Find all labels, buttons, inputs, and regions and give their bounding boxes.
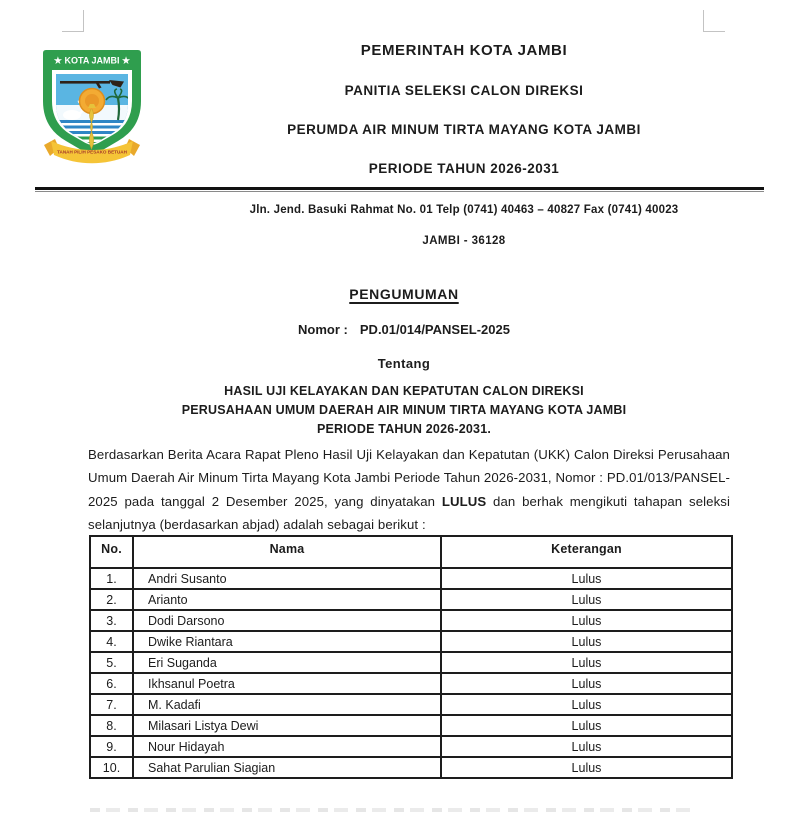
table-row <box>90 610 732 631</box>
table-row <box>90 652 732 673</box>
row-number-cell: 3. <box>90 610 133 631</box>
logo-motto-label: TANAH PILIH PESAKO BETUAH <box>57 149 127 155</box>
row-number-cell: 1. <box>90 568 133 589</box>
row-number-cell: 5. <box>90 652 133 673</box>
status-cell: Lulus <box>441 610 732 631</box>
status-cell: Lulus <box>441 715 732 736</box>
logo-banner-label: ★ KOTA JAMBI ★ <box>53 55 131 66</box>
announcement-subject <box>0 382 800 439</box>
candidate-name-cell: Arianto <box>133 589 441 610</box>
candidate-name-cell: Eri Suganda <box>133 652 441 673</box>
column-header-no: No. <box>90 536 133 568</box>
letterhead <box>136 42 792 176</box>
row-number-cell: 9. <box>90 736 133 757</box>
table-row <box>90 589 732 610</box>
announcement-about-label: Tentang <box>377 356 431 371</box>
status-cell: Lulus <box>441 736 732 757</box>
row-number-cell: 10. <box>90 757 133 778</box>
letterhead-government-title: PEMERINTAH KOTA JAMBI <box>360 42 568 59</box>
status-cell: Lulus <box>441 757 732 778</box>
candidate-name-cell: Ikhsanul Poetra <box>133 673 441 694</box>
body-text-part1: Berdasarkan Berita Acara Rapat Pleno Hasil Uji Kelayakan dan Kepatutan (UKK) Calon Direksi Perusahaan Umum Daerah Air Minum Tirta Mayang Kota Jambi Periode Tahun 2026-2031, Nomor : PD.01/013/PANSEL-2025 pada tanggal 2 Desember 2025, yang dinyatakan <box>88 447 730 509</box>
subject-line-3: PERIODE TAHUN 2026-2031. <box>316 422 492 436</box>
candidate-name-cell: Milasari Listya Dewi <box>133 715 441 736</box>
table-row <box>90 568 732 589</box>
scan-corner-mark-left <box>62 10 84 32</box>
table-row <box>90 694 732 715</box>
truncated-text-remnant <box>90 808 690 812</box>
announcement-number-value: PD.01/014/PANSEL-2025 <box>359 322 510 337</box>
table-body <box>90 568 732 778</box>
swan-figure <box>63 110 81 120</box>
announcement-number-label: Nomor : <box>298 322 348 337</box>
status-cell: Lulus <box>441 589 732 610</box>
status-cell: Lulus <box>441 631 732 652</box>
subject-line-1: HASIL UJI KELAYAKAN DAN KEPATUTAN CALON DIREKSI <box>224 384 584 398</box>
letterhead-company-title: PERUMDA AIR MINUM TIRTA MAYANG KOTA JAMBI <box>287 122 641 137</box>
row-number-cell: 7. <box>90 694 133 715</box>
candidates-result-table <box>89 535 733 779</box>
candidate-name-cell: Nour Hidayah <box>133 736 441 757</box>
scan-corner-mark-right <box>703 10 725 32</box>
body-text-bold-lulus: LULUS <box>441 493 487 509</box>
letterhead-address: Jln. Jend. Basuki Rahmat No. 01 Telp (0741) 40463 – 40827 Fax (0741) 40023 <box>249 204 679 216</box>
table-header-row <box>90 536 732 568</box>
row-number-cell: 6. <box>90 673 133 694</box>
candidate-name-cell: Dodi Darsono <box>133 610 441 631</box>
row-number-cell: 2. <box>90 589 133 610</box>
kota-jambi-coat-of-arms <box>36 44 148 174</box>
table-row <box>90 673 732 694</box>
body-text-part2: dan berhak mengikuti tahapan seleksi selanjutnya (berdasarkan abjad) adalah sebagai berikut : <box>88 493 731 533</box>
letterhead-committee-title: PANITIA SELEKSI CALON DIREKSI <box>344 83 584 98</box>
candidate-name-cell: Dwike Riantara <box>133 631 441 652</box>
letterhead-city-postal: JAMBI - 36128 <box>422 235 506 247</box>
column-header-keterangan: Keterangan <box>441 536 732 568</box>
status-cell: Lulus <box>441 652 732 673</box>
row-number-cell: 8. <box>90 715 133 736</box>
table-row <box>90 715 732 736</box>
status-cell: Lulus <box>441 568 732 589</box>
candidate-name-cell: Andri Susanto <box>133 568 441 589</box>
announcement-number-line <box>0 322 800 337</box>
row-number-cell: 4. <box>90 631 133 652</box>
status-cell: Lulus <box>441 673 732 694</box>
rifle-figure <box>60 81 110 84</box>
table-row <box>90 736 732 757</box>
subject-line-2: PERUSAHAAN UMUM DAERAH AIR MINUM TIRTA MAYANG KOTA JAMBI <box>181 403 627 417</box>
table-row <box>90 757 732 778</box>
candidate-name-cell: Sahat Parulian Siagian <box>133 757 441 778</box>
palm-tree-figure <box>118 98 119 120</box>
candidate-name-cell: M. Kadafi <box>133 694 441 715</box>
announcement-title: PENGUMUMAN <box>349 286 459 302</box>
column-header-nama: Nama <box>133 536 441 568</box>
letterhead-divider-rule <box>35 187 764 193</box>
table-row <box>90 631 732 652</box>
announcement-body-paragraph <box>88 443 730 537</box>
status-cell: Lulus <box>441 694 732 715</box>
letterhead-period-title: PERIODE TAHUN 2026-2031 <box>368 161 560 176</box>
